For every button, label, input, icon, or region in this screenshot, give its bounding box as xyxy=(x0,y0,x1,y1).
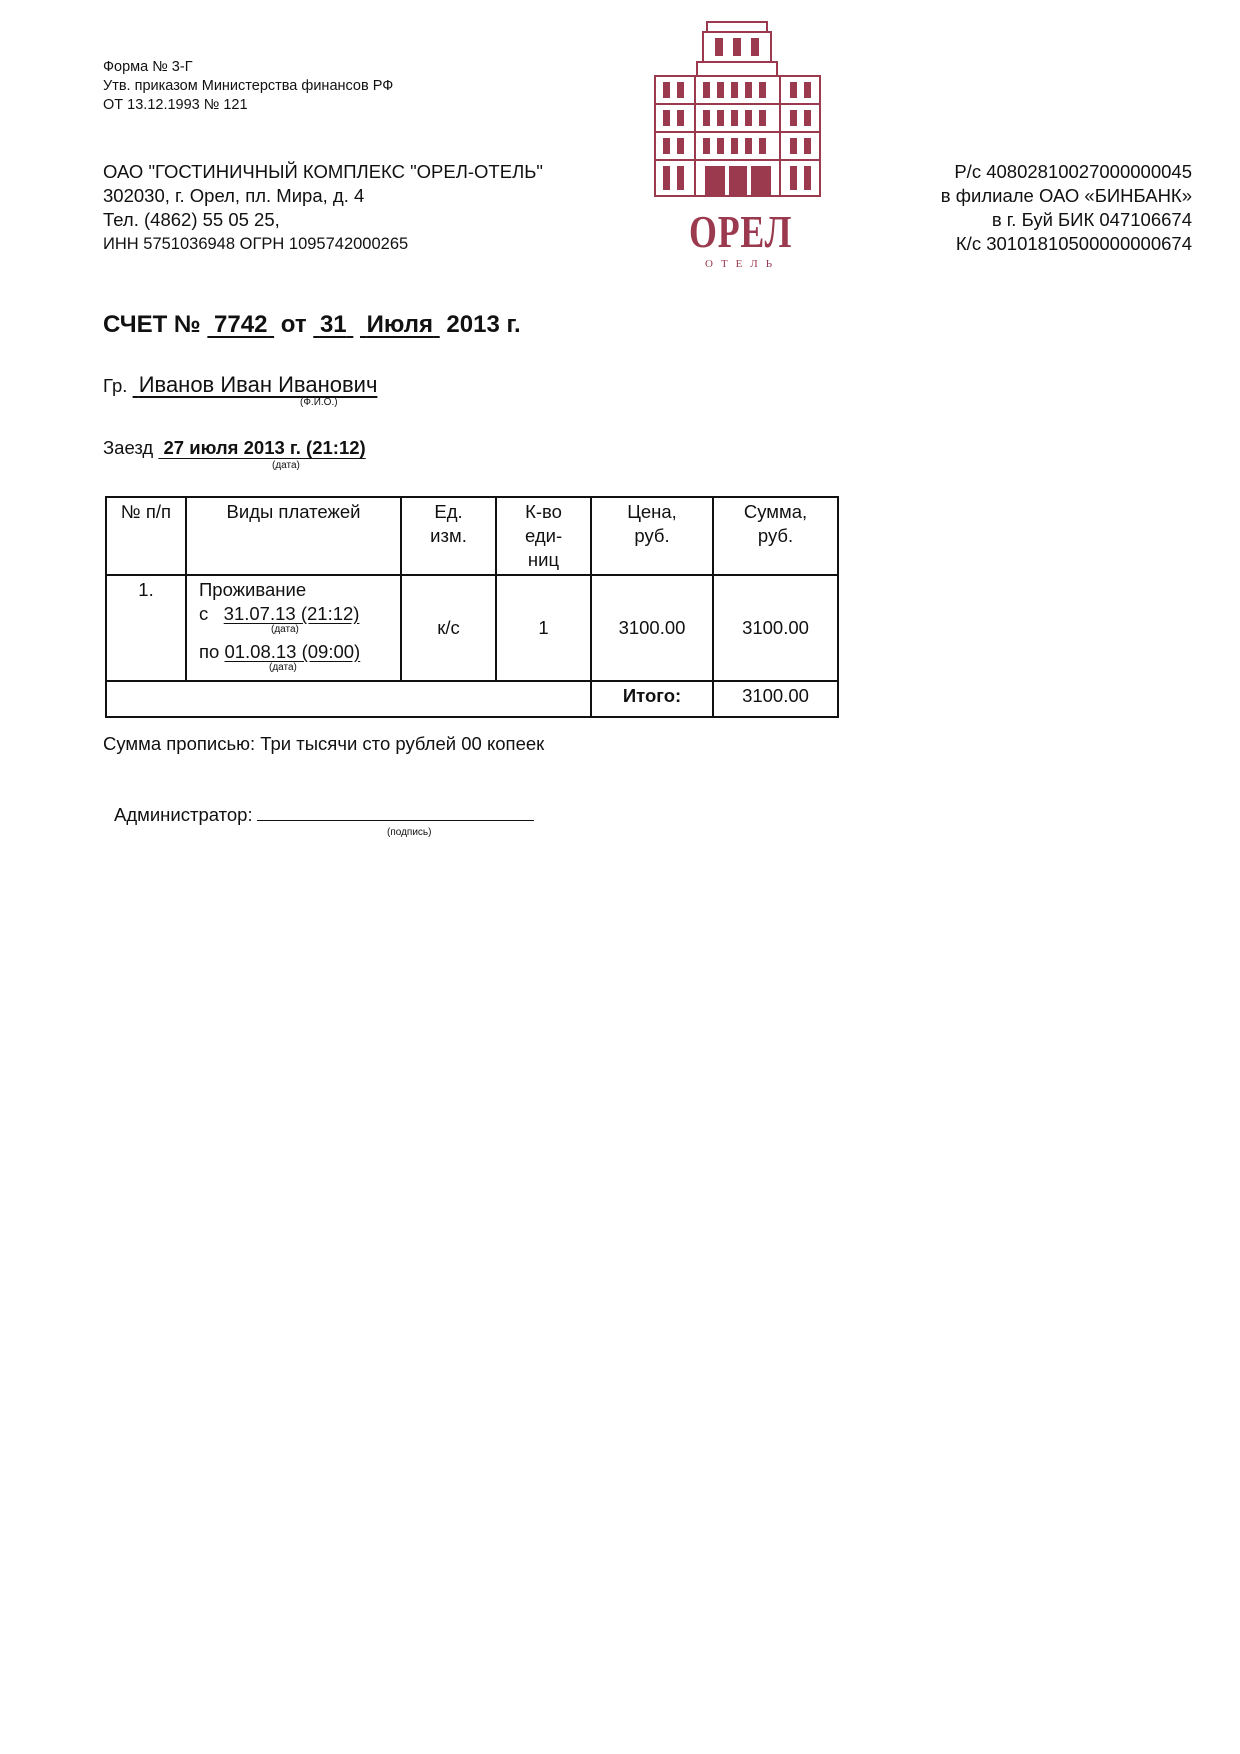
company-name: ОАО "ГОСТИНИЧНЫЙ КОМПЛЕКС "ОРЕЛ-ОТЕЛЬ" xyxy=(103,161,543,182)
row-qty: 1 xyxy=(496,575,591,681)
invoice-label: СЧЕТ № xyxy=(103,311,201,338)
company-phone: Тел. (4862) 55 05 25, xyxy=(103,209,280,230)
invoice-day: 31 xyxy=(319,311,347,338)
guest-name: Иванов Иван Иванович xyxy=(138,372,378,397)
guest-caption: (Ф.И.О.) xyxy=(300,397,338,408)
checkin-label: Заезд xyxy=(103,437,154,458)
total-label: Итого: xyxy=(591,681,713,717)
amount-in-words: Сумма прописью: Три тысячи сто рублей 00 копеек xyxy=(103,733,545,754)
checkin-value: 27 июля 2013 г. (21:12) xyxy=(163,437,366,458)
col-header-sum: Сумма, руб. xyxy=(713,497,838,575)
service-name: Проживание xyxy=(199,579,307,600)
invoice-year: 2013 г. xyxy=(446,311,521,338)
total-value: 3100.00 xyxy=(713,681,838,717)
invoice-title xyxy=(103,311,521,339)
date-to: по 01.08.13 (09:00) (дата) xyxy=(199,641,361,673)
invoice-table xyxy=(105,496,839,718)
invoice-month: Июля xyxy=(366,311,434,338)
row-price: 3100.00 xyxy=(591,575,713,681)
col-header-service: Виды платежей xyxy=(186,497,401,575)
signature-line xyxy=(257,804,534,821)
invoice-number: 7742 xyxy=(214,311,268,338)
col-header-num: № п/п xyxy=(106,497,186,575)
bank-details xyxy=(941,160,1192,256)
form-note xyxy=(103,58,393,115)
row-unit: к/с xyxy=(401,575,496,681)
bank-city-bik: в г. Буй БИК 047106674 xyxy=(991,209,1192,230)
guest-prefix: Гр. xyxy=(103,375,128,396)
col-header-price: Цена, руб. xyxy=(591,497,713,575)
logo-sub-text: ОТЕЛЬ xyxy=(705,258,781,270)
date-from: с 31.07.13 (21:12) (дата) xyxy=(199,603,360,635)
signature-caption: (подпись) xyxy=(387,827,432,838)
table-header-row xyxy=(106,497,838,575)
hotel-logo xyxy=(645,20,830,275)
form-order: ОТ 13.12.1993 № 121 xyxy=(103,97,248,113)
bank-corr-account: К/с 30101810500000000674 xyxy=(955,233,1192,254)
admin-signature xyxy=(114,804,534,826)
checkin-line xyxy=(103,437,366,459)
form-approval: Утв. приказом Министерства финансов РФ xyxy=(103,78,394,94)
checkin-caption: (дата) xyxy=(272,460,300,471)
col-header-qty: К-во еди-ниц xyxy=(496,497,591,575)
logo-main-text: ОРЕЛ xyxy=(689,206,793,257)
row-service xyxy=(186,575,401,681)
invoice-from: от xyxy=(280,311,307,338)
table-row xyxy=(106,575,838,681)
company-details xyxy=(103,160,543,256)
total-row xyxy=(106,681,838,717)
col-header-unit: Ед. изм. xyxy=(401,497,496,575)
bank-branch: в филиале ОАО «БИНБАНК» xyxy=(940,185,1192,206)
guest-line xyxy=(103,372,377,398)
admin-label: Администратор: xyxy=(114,804,253,825)
row-sum: 3100.00 xyxy=(713,575,838,681)
bank-account: Р/с 40802810027000000045 xyxy=(954,161,1192,182)
company-address: 302030, г. Орел, пл. Мира, д. 4 xyxy=(103,185,365,206)
row-num: 1. xyxy=(106,575,186,681)
form-number: Форма № 3-Г xyxy=(103,59,193,75)
company-ids: ИНН 5751036948 ОГРН 1095742000265 xyxy=(103,235,409,253)
